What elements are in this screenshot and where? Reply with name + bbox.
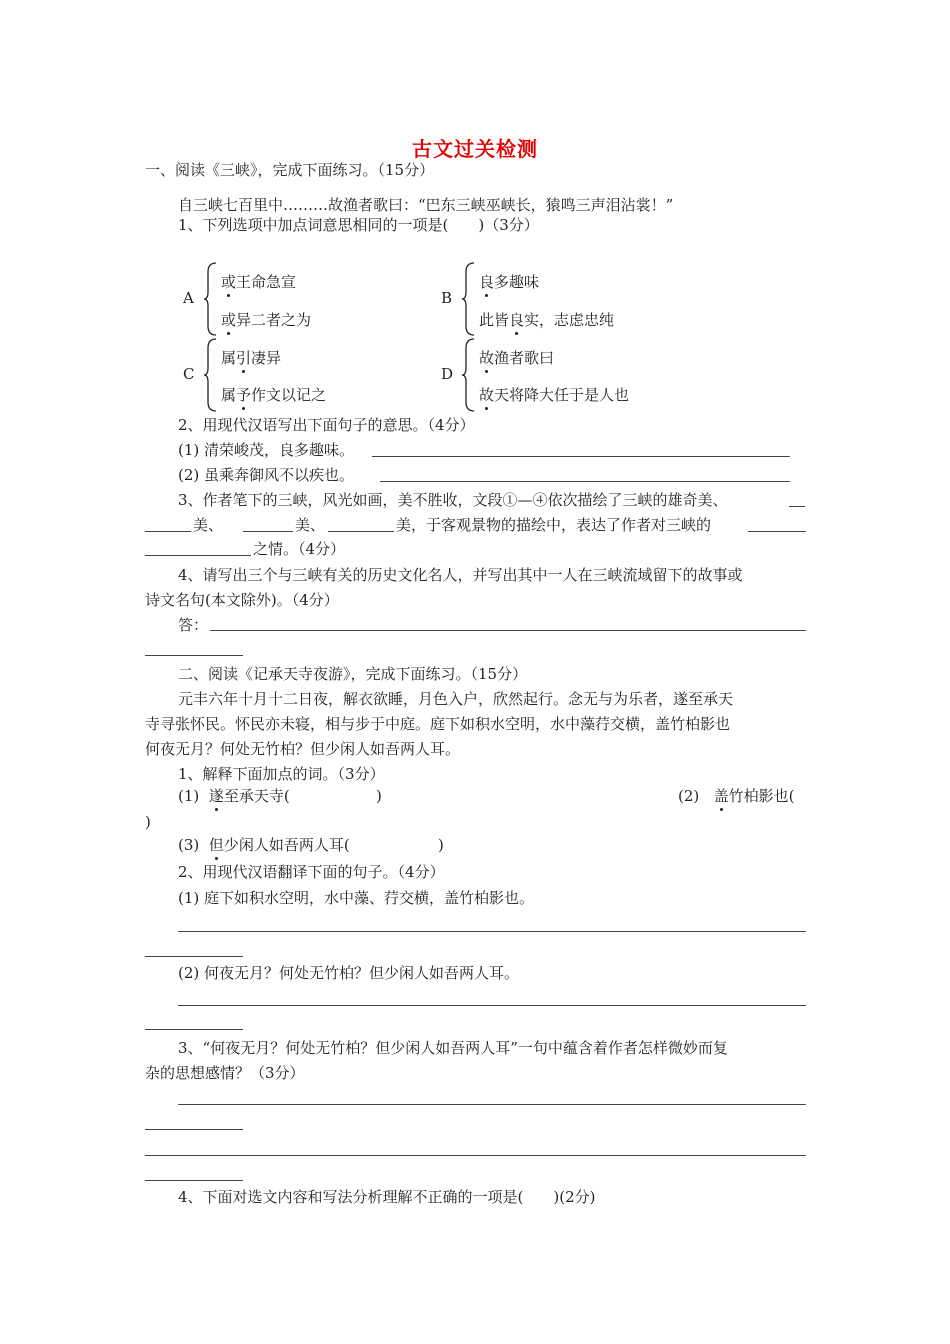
answer-line[interactable] [789,506,805,507]
brace-a [203,262,217,336]
dotted-char: 遂 [208,787,224,805]
option-b-letter: B [441,289,453,307]
option-a-line2: 或异二者之为 [221,311,312,329]
brace-d [461,338,475,412]
dotted-char: 故 [479,386,495,404]
option-d-letter: D [441,365,454,383]
dotted-char: 故 [479,349,495,367]
s2-q1-item-3: (3) 但少闲人如吾两人耳( [178,836,350,854]
answer-line[interactable] [178,1104,806,1105]
answer-line[interactable] [145,1129,243,1130]
s1-q3-text-3: 美，于客观景物的描绘中，表达了作者对三峡的 [396,516,712,534]
dotted-char: 予 [236,386,252,404]
answer-line[interactable] [748,531,806,532]
answer-line[interactable] [145,1155,806,1156]
brace-c [203,338,217,412]
s1-q3-text-1: 美、 [193,516,224,534]
option-c-line2: 属予作文以记之 [221,386,327,404]
s2-q1-item-1-close: ) [376,787,382,805]
brace-b [461,262,475,336]
s1-q2-item-2: (2) 虽乘奔御风不以疾也。 [178,466,355,484]
dotted-char: 盖 [713,787,729,805]
s1-question-4: 4、请写出三个与三峡有关的历史文化名人，并写出其中一人在三峡流域留下的故事或 [178,566,743,584]
s2-q2-item-1: (1) 庭下如积水空明，水中藻、荇交横，盖竹柏影也。 [178,889,535,907]
answer-line[interactable] [145,655,243,656]
page-title: 古文过关检测 [412,137,538,161]
option-d-line1: 故渔者歌曰 [479,349,555,367]
s2-q1-item-2: (2) 盖竹柏影也( [678,787,795,805]
s2-question-4: 4、下面对选文内容和写法分析理解不正确的一项是( )(2分) [178,1188,596,1206]
s2-q1-item-1: (1) 遂至承天寺( [178,787,290,805]
s1-q3-text-2: 美、 [295,516,326,534]
option-a-line1: 或王命急宣 [221,273,297,291]
s2-q2-item-2: (2) 何夜无月？何处无竹柏？但少闲人如吾两人耳。 [178,964,520,982]
dotted-char: 或 [221,273,237,291]
section2-passage-line-3: 何夜无月？何处无竹柏？但少闲人如吾两人耳。 [145,740,461,758]
option-b-line1: 良多趣味 [479,273,540,291]
option-d-line2: 故天将降大任于是人也 [479,386,630,404]
answer-line[interactable] [380,481,790,482]
dotted-char: 但 [208,836,224,854]
dotted-char: 引 [236,349,252,367]
s2-question-2: 2、用现代汉语翻译下面的句子。（4分） [178,863,445,881]
dotted-char: 良 [509,311,525,329]
answer-line[interactable] [178,1005,806,1006]
option-c-line1: 属引凄异 [221,349,282,367]
s2-q1-item-2-close: ) [145,813,151,831]
section2-passage-line-2: 寺寻张怀民。怀民亦未寝，相与步于中庭。庭下如积水空明，水中藻荇交横，盖竹柏影也 [145,715,731,733]
answer-line[interactable] [145,1029,243,1030]
section2-passage-line-1: 元丰六年十月十二日夜，解衣欲睡，月色入户，欣然起行。念无与为乐者，遂至承天 [178,690,734,708]
s1-question-2: 2、用现代汉语写出下面句子的意思。（4分） [178,416,475,434]
s2-question-1: 1、解释下面加点的词。（3分） [178,765,385,783]
section2-heading: 二、阅读《记承天寺夜游》，完成下面练习。（15分） [178,665,528,683]
answer-line[interactable] [145,555,251,556]
s2-question-3: 3、“何夜无月？何处无竹柏？但少闲人如吾两人耳”一句中蕴含着作者怎样微妙而复 [178,1039,728,1057]
s1-question-3: 3、作者笔下的三峡，风光如画，美不胜收，文段①—④依次描绘了三峡的雄奇美、 [178,491,728,509]
dotted-char: 或 [221,311,237,329]
answer-line[interactable] [328,531,394,532]
option-c-letter: C [183,365,195,383]
section1-heading: 一、阅读《三峡》，完成下面练习。（15分） [145,161,435,179]
option-b-line2: 此皆良实，志虑忠纯 [479,311,615,329]
answer-line[interactable] [178,931,806,932]
dotted-char: 良 [479,273,495,291]
option-a-letter: A [183,289,194,307]
s1-q3-end: 之情。（4分） [253,540,346,558]
answer-label: 答： [178,616,209,634]
s1-question-1: 1、下列选项中加点词意思相同的一项是( )（3分） [178,216,539,234]
answer-line[interactable] [243,531,293,532]
answer-line[interactable] [210,630,806,631]
section1-passage: 自三峡七百里中………故渔者歌曰：“巴东三峡巫峡长，猿鸣三声泪沾裳！” [178,196,674,214]
answer-line[interactable] [145,1180,243,1181]
s2-question-3-cont: 杂的思想感情？（3分） [145,1064,305,1082]
s1-q2-item-1: (1) 清荣峻茂，良多趣味。 [178,441,355,459]
s1-question-4-cont: 诗文名句(本文除外)。（4分） [145,591,339,609]
answer-line[interactable] [145,531,191,532]
s2-q1-item-3-close: ) [438,836,444,854]
answer-line[interactable] [372,456,790,457]
answer-line[interactable] [145,956,243,957]
